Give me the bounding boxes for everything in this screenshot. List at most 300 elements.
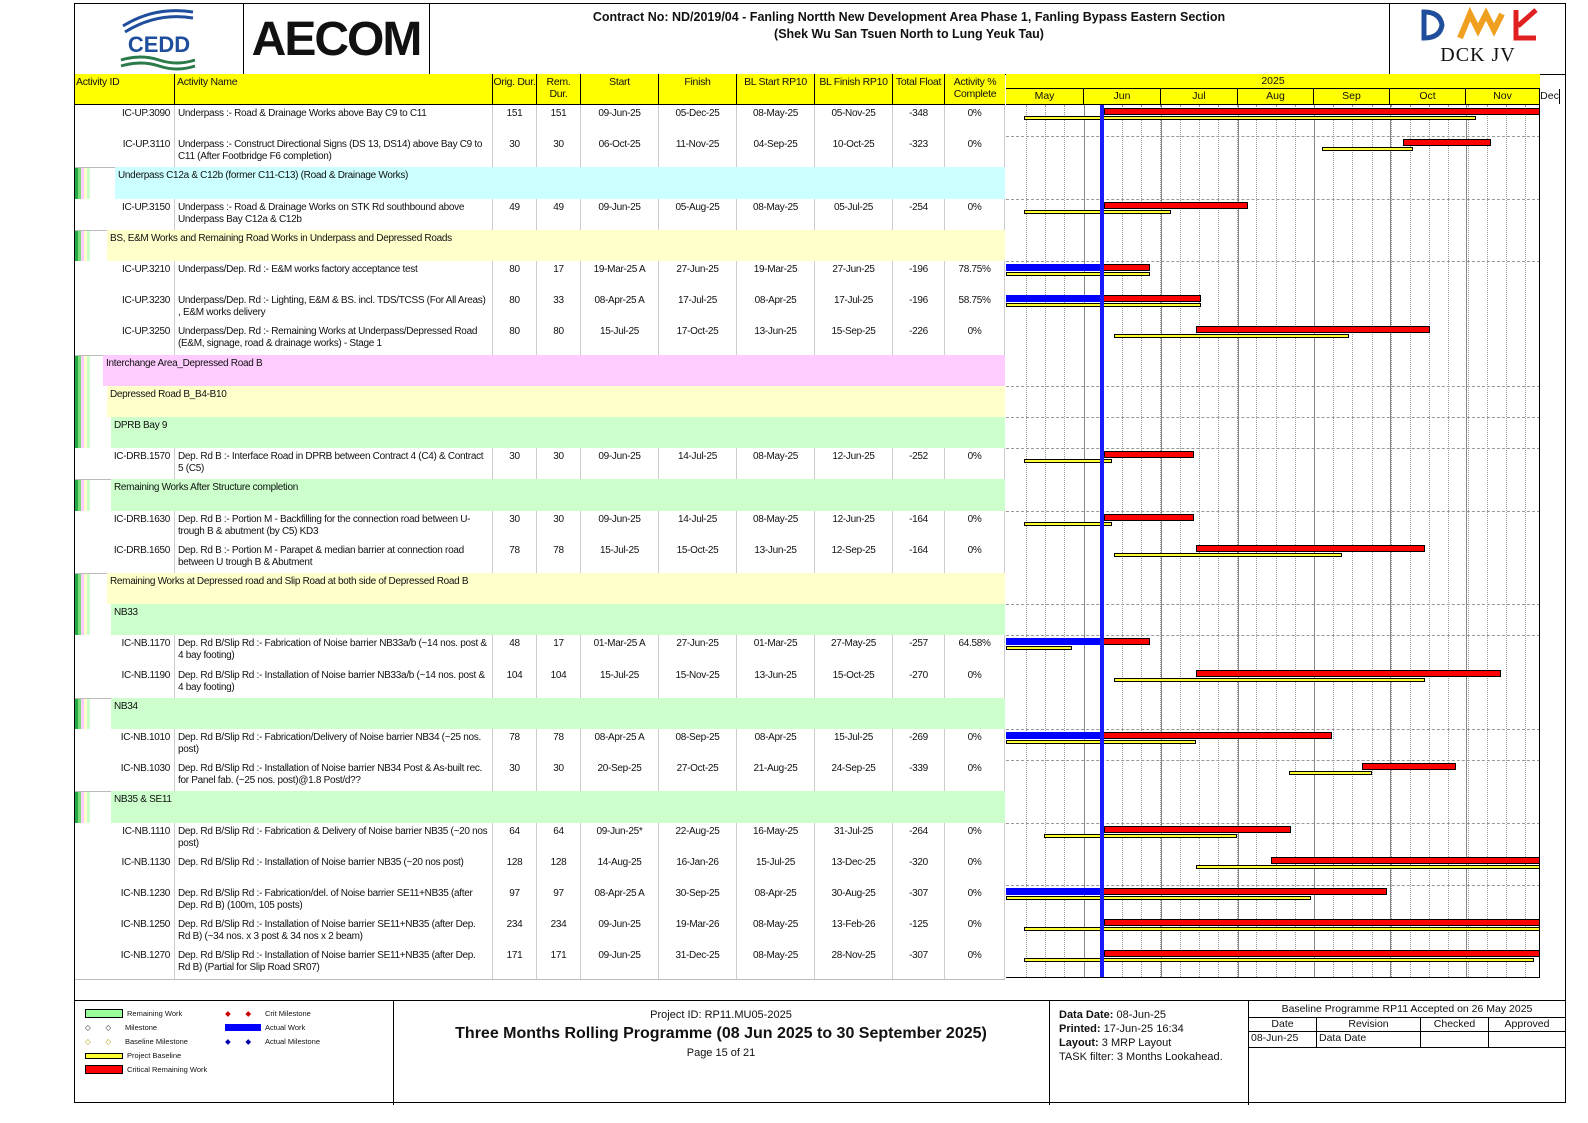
cell-start: 19-Mar-25 A (581, 261, 659, 292)
cell-float: -307 (893, 885, 945, 916)
gantt-row-line (1006, 323, 1540, 324)
month-jun: Jun (1084, 89, 1161, 104)
cell-name: Dep. Rd B/Slip Rd :- Fabrication/Delivery of Noise barrier NB34 (~25 nos. post) (175, 729, 493, 760)
actual-work-bar (1006, 888, 1102, 895)
printed-label: Printed: (1059, 1023, 1101, 1035)
week-gridline (1064, 105, 1065, 977)
cell-float: -348 (893, 105, 945, 136)
programme-title: Three Months Rolling Programme (08 Jun 2025 to 30 September 2025) (455, 1025, 987, 1042)
wbs-label: Interchange Area_Depressed Road B (103, 355, 1005, 386)
gantt-chart (1006, 105, 1540, 978)
baseline-bar (1006, 272, 1150, 276)
cell-orig: 78 (493, 542, 537, 573)
gantt-row-line (1006, 667, 1540, 668)
cell-orig: 48 (493, 635, 537, 666)
activity-row[interactable] (75, 667, 1005, 699)
aecom-logo: AECOM (243, 4, 430, 74)
activity-row[interactable] (75, 854, 1005, 886)
cell-pct: 0% (945, 854, 1005, 885)
col-start: Start (581, 74, 659, 104)
wbs-label: Remaining Works at Depressed road and Slip Road at both side of Depressed Road B (107, 573, 1005, 604)
cell-rem: 17 (537, 261, 581, 292)
month-oct: Oct (1390, 89, 1466, 104)
critical-bar (1104, 826, 1291, 833)
cell-blf: 24-Sep-25 (815, 760, 893, 791)
cell-bls: 08-May-25 (737, 199, 815, 230)
cell-finish: 17-Oct-25 (659, 323, 737, 354)
cell-rem: 171 (537, 947, 581, 978)
cell-bls: 13-Jun-25 (737, 323, 815, 354)
cell-pct: 0% (945, 511, 1005, 542)
legend-critical: Critical Remaining Work (85, 1065, 207, 1074)
cell-finish: 27-Jun-25 (659, 261, 737, 292)
gantt-row-line (1006, 947, 1540, 948)
activity-row[interactable] (75, 136, 1005, 168)
cell-orig: 80 (493, 323, 537, 354)
cell-bls: 08-May-25 (737, 448, 815, 479)
cell-bls: 08-Apr-25 (737, 729, 815, 760)
activity-row[interactable] (75, 916, 1005, 948)
cell-pct: 0% (945, 542, 1005, 573)
wbs-label: NB33 (111, 604, 1005, 635)
cell-pct: 0% (945, 916, 1005, 947)
cell-orig: 234 (493, 916, 537, 947)
cell-pct: 0% (945, 729, 1005, 760)
gantt-row-line (1006, 511, 1540, 512)
col-bl-start: BL Start RP10 (737, 74, 815, 104)
critical-bar (1104, 950, 1540, 957)
week-gridline (1045, 105, 1046, 977)
activity-row[interactable] (75, 760, 1005, 792)
gantt-row-line (1006, 760, 1540, 761)
cell-start: 15-Jul-25 (581, 667, 659, 698)
wbs-band (75, 417, 1005, 448)
cell-float: -164 (893, 542, 945, 573)
cell-id: IC-NB.1110 (103, 823, 175, 854)
rev-header-date: Date (1249, 1018, 1317, 1032)
cell-orig: 64 (493, 823, 537, 854)
baseline-bar (1114, 553, 1341, 557)
cell-start: 09-Jun-25 (581, 511, 659, 542)
critical-bar (1104, 202, 1248, 209)
cell-float: -320 (893, 854, 945, 885)
task-filter: TASK filter: 3 Months Lookahead. (1059, 1051, 1223, 1063)
cell-rem: 30 (537, 136, 581, 167)
cell-id: IC-NB.1250 (103, 916, 175, 947)
cell-id: IC-NB.1190 (103, 667, 175, 698)
week-gridline (1506, 105, 1507, 977)
gantt-row-line (1006, 448, 1540, 449)
cell-id: IC-UP.3250 (103, 323, 175, 354)
wbs-band (75, 386, 1005, 417)
cell-rem: 64 (537, 823, 581, 854)
gantt-row-line (1006, 136, 1540, 137)
gantt-row-line (1006, 604, 1540, 605)
cell-name: Dep. Rd B/Slip Rd :- Installation of Noise barrier NB33a/b (~14 nos. post & 4 bay footing) (175, 667, 493, 698)
revision-table (1249, 1001, 1565, 1105)
activity-row[interactable] (75, 729, 1005, 761)
cell-id: IC-UP.3210 (103, 261, 175, 292)
col-rem-dur: Rem. Dur. (537, 74, 581, 104)
critical-bar (1102, 732, 1332, 739)
cell-rem: 104 (537, 667, 581, 698)
cedd-logo-text: CEDD (127, 32, 191, 57)
cell-id: IC-NB.1030 (103, 760, 175, 791)
cell-id: IC-UP.3150 (103, 199, 175, 230)
cell-rem: 49 (537, 199, 581, 230)
critical-bar (1102, 888, 1388, 895)
activity-row[interactable] (75, 105, 1005, 137)
cell-bls: 08-Apr-25 (737, 885, 815, 916)
week-gridline (1122, 105, 1123, 977)
month-gridline (1466, 105, 1467, 977)
cell-pct: 0% (945, 199, 1005, 230)
wbs-label: Underpass C12a & C12b (former C11-C13) (Road & Drainage Works) (115, 167, 1005, 198)
wbs-label: Depressed Road B_B4-B10 (107, 386, 1005, 417)
activity-row[interactable] (75, 292, 1005, 324)
cell-finish: 16-Jan-26 (659, 854, 737, 885)
rev-header-checked: Checked (1421, 1018, 1489, 1032)
cell-id: IC-UP.3230 (103, 292, 175, 323)
rev-revision: Data Date (1317, 1032, 1421, 1048)
cell-pct: 0% (945, 448, 1005, 479)
week-gridline (1352, 105, 1353, 977)
gantt-row-line (1006, 885, 1540, 886)
cell-finish: 08-Sep-25 (659, 729, 737, 760)
gantt-row-line (1006, 167, 1540, 168)
actual-work-bar (1006, 732, 1102, 739)
gantt-row-line (1006, 386, 1540, 387)
cell-id: IC-DRB.1570 (103, 448, 175, 479)
week-gridline (1218, 105, 1219, 977)
cell-start: 08-Apr-25 A (581, 885, 659, 916)
cell-id: IC-NB.1270 (103, 947, 175, 978)
baseline-bar (1114, 678, 1425, 682)
page-number: Page 15 of 21 (686, 1047, 756, 1059)
cell-blf: 12-Jun-25 (815, 511, 893, 542)
critical-bar (1104, 514, 1194, 521)
cell-rem: 30 (537, 511, 581, 542)
cell-orig: 151 (493, 105, 537, 136)
critical-bar (1104, 919, 1540, 926)
activity-row[interactable] (75, 635, 1005, 667)
contract-line-2: (Shek Wu San Tsuen North to Lung Yeuk Tau) (774, 27, 1044, 41)
gantt-row-line (1006, 823, 1540, 824)
wbs-band (75, 698, 1005, 729)
cell-float: -323 (893, 136, 945, 167)
cell-finish: 17-Jul-25 (659, 292, 737, 323)
cell-bls: 16-May-25 (737, 823, 815, 854)
cell-pct: 0% (945, 885, 1005, 916)
cell-orig: 30 (493, 760, 537, 791)
week-gridline (1276, 105, 1277, 977)
cell-orig: 30 (493, 448, 537, 479)
activity-row[interactable] (75, 199, 1005, 231)
cell-orig: 97 (493, 885, 537, 916)
col-orig-dur: Orig. Dur. (493, 74, 537, 104)
rev-header-approved: Approved (1489, 1018, 1565, 1032)
cell-bls: 13-Jun-25 (737, 542, 815, 573)
activity-row[interactable] (75, 261, 1005, 293)
activity-row[interactable] (75, 542, 1005, 574)
legend (75, 1001, 394, 1105)
cell-bls: 15-Jul-25 (737, 854, 815, 885)
cell-rem: 78 (537, 542, 581, 573)
cell-start: 01-Mar-25 A (581, 635, 659, 666)
cell-name: Dep. Rd B/Slip Rd :- Installation of Noise barrier SE11+NB35 (after Dep. Rd B) (~34 nos. x 3 post & 34 nos x 2 beam) (175, 916, 493, 947)
activity-row[interactable] (75, 823, 1005, 855)
baseline-note: Baseline Programme RP11 Accepted on 26 May 2025 (1249, 1003, 1565, 1018)
gantt-row-line (1006, 573, 1540, 574)
month-nov: Nov (1466, 89, 1540, 104)
wbs-band (75, 167, 1005, 198)
cell-start: 09-Jun-25* (581, 823, 659, 854)
col-total-float: Total Float (893, 74, 945, 104)
critical-bar (1362, 763, 1456, 770)
cell-id: IC-NB.1230 (103, 885, 175, 916)
cell-start: 08-Apr-25 A (581, 729, 659, 760)
rev-approved (1489, 1032, 1565, 1048)
layout-value: 3 MRP Layout (1101, 1037, 1172, 1049)
month-jul: Jul (1161, 89, 1238, 104)
critical-bar (1102, 295, 1202, 302)
cell-float: -339 (893, 760, 945, 791)
cell-rem: 97 (537, 885, 581, 916)
cell-blf: 31-Jul-25 (815, 823, 893, 854)
cell-pct: 0% (945, 105, 1005, 136)
cell-rem: 151 (537, 105, 581, 136)
cell-name: Underpass/Dep. Rd :- Lighting, E&M & BS. incl. TDS/TCSS (For All Areas) , E&M works delivery (175, 292, 493, 323)
cell-finish: 31-Dec-25 (659, 947, 737, 978)
critical-bar (1102, 638, 1150, 645)
cell-pct: 58.75% (945, 292, 1005, 323)
week-gridline (1026, 105, 1027, 977)
gantt-row-line (1006, 542, 1540, 543)
actual-work-bar (1006, 295, 1102, 302)
critical-bar (1403, 139, 1492, 146)
cell-float: -269 (893, 729, 945, 760)
baseline-bar (1114, 334, 1349, 338)
wbs-label: NB35 & SE11 (111, 791, 1005, 822)
gantt-row-line (1006, 479, 1540, 480)
rev-checked (1421, 1032, 1489, 1048)
cell-float: -264 (893, 823, 945, 854)
cell-blf: 05-Nov-25 (815, 105, 893, 136)
wbs-band (75, 479, 1005, 510)
cell-name: Underpass :- Construct Directional Signs (DS 13, DS14) above Bay C9 to C11 (After Footbridge F6 completion) (175, 136, 493, 167)
cell-finish: 27-Jun-25 (659, 635, 737, 666)
cell-blf: 13-Feb-26 (815, 916, 893, 947)
week-gridline (1487, 105, 1488, 977)
cell-start: 09-Jun-25 (581, 448, 659, 479)
cell-blf: 13-Dec-25 (815, 854, 893, 885)
cell-pct: 0% (945, 136, 1005, 167)
gantt-row-line (1006, 261, 1540, 262)
cell-start: 09-Jun-25 (581, 947, 659, 978)
page-header (75, 4, 1565, 75)
wbs-band (75, 573, 1005, 604)
timeline-header (1006, 74, 1559, 105)
critical-bar (1104, 451, 1194, 458)
dck-logo-text: DCK JV (1440, 44, 1516, 66)
critical-bar (1104, 108, 1540, 115)
activity-row[interactable] (75, 947, 1005, 979)
cell-id: IC-UP.3090 (103, 105, 175, 136)
activity-row[interactable] (75, 885, 1005, 917)
week-gridline (1525, 105, 1526, 977)
gantt-row-line (1006, 698, 1540, 699)
week-gridline (1141, 105, 1142, 977)
cell-start: 08-Apr-25 A (581, 292, 659, 323)
baseline-bar (1196, 865, 1540, 869)
gantt-row-line (1006, 729, 1540, 730)
wbs-band (75, 604, 1005, 635)
wbs-label: Remaining Works After Structure completion (111, 479, 1005, 510)
rev-header-revision: Revision (1317, 1018, 1421, 1032)
col-bl-finish: BL Finish RP10 (815, 74, 893, 104)
baseline-bar (1024, 116, 1476, 120)
cell-name: Dep. Rd B :- Portion M - Parapet & median barrier at connection road between U trough B & Abutment (175, 542, 493, 573)
cell-orig: 78 (493, 729, 537, 760)
cell-rem: 80 (537, 323, 581, 354)
month-gridline (1161, 105, 1162, 977)
cell-orig: 80 (493, 292, 537, 323)
gantt-row-line (1006, 791, 1540, 792)
cell-float: -252 (893, 448, 945, 479)
cell-float: -254 (893, 199, 945, 230)
activity-row[interactable] (75, 511, 1005, 543)
cell-finish: 14-Jul-25 (659, 511, 737, 542)
cell-float: -164 (893, 511, 945, 542)
cell-name: Dep. Rd B/Slip Rd :- Fabrication & Delivery of Noise barrier NB35 (~20 nos post) (175, 823, 493, 854)
cell-float: -307 (893, 947, 945, 978)
cell-rem: 78 (537, 729, 581, 760)
cell-float: -257 (893, 635, 945, 666)
month-gridline (1084, 105, 1085, 977)
legend-crit-milestone: ◆ ◆ Crit Milestone (225, 1009, 311, 1018)
week-gridline (1410, 105, 1411, 977)
table-header (75, 74, 1005, 105)
cell-name: Dep. Rd B/Slip Rd :- Fabrication of Noise barrier NB33a/b (~14 nos. post & 4 bay footing) (175, 635, 493, 666)
printed-value: 17-Jun-25 16:34 (1103, 1023, 1184, 1035)
cell-pct: 0% (945, 823, 1005, 854)
cell-name: Underpass :- Road & Drainage Works on STK Rd southbound above Underpass Bay C12a & C12b (175, 199, 493, 230)
col-finish: Finish (659, 74, 737, 104)
cell-orig: 49 (493, 199, 537, 230)
cell-orig: 30 (493, 511, 537, 542)
cell-id: IC-NB.1010 (103, 729, 175, 760)
cell-start: 06-Oct-25 (581, 136, 659, 167)
cell-name: Underpass :- Road & Drainage Works above Bay C9 to C11 (175, 105, 493, 136)
cell-name: Underpass/Dep. Rd :- E&M works factory acceptance test (175, 261, 493, 292)
week-gridline (1199, 105, 1200, 977)
wbs-band (75, 355, 1005, 386)
cell-rem: 128 (537, 854, 581, 885)
month-dec: Dec (1540, 90, 1559, 102)
month-aug: Aug (1238, 89, 1314, 104)
gantt-row-line (1006, 355, 1540, 356)
cell-pct: 0% (945, 667, 1005, 698)
cedd-logo (75, 4, 244, 74)
dck-logo (1389, 4, 1566, 74)
cell-start: 09-Jun-25 (581, 199, 659, 230)
cell-name: Dep. Rd B/Slip Rd :- Installation of Noise barrier SE11+NB35 (after Dep. Rd B) (Partial for Slip Road SR07) (175, 947, 493, 978)
baseline-bar (1024, 459, 1112, 463)
cell-finish: 05-Aug-25 (659, 199, 737, 230)
cell-id: IC-DRB.1650 (103, 542, 175, 573)
critical-bar (1271, 857, 1540, 864)
cell-blf: 28-Nov-25 (815, 947, 893, 978)
col-activity-name: Activity Name (175, 74, 493, 104)
cell-name: Dep. Rd B/Slip Rd :- Fabrication/del. of Noise barrier SE11+NB35 (after Dep. Rd B) (100m, 105 posts) (175, 885, 493, 916)
contract-title (429, 4, 1389, 74)
baseline-bar (1289, 771, 1373, 775)
cell-blf: 15-Sep-25 (815, 323, 893, 354)
cell-name: Underpass/Dep. Rd :- Remaining Works at Underpass/Depressed Road (E&M, signage, road & drainage works) - Stage 1 (175, 323, 493, 354)
cell-bls: 21-Aug-25 (737, 760, 815, 791)
wbs-band (75, 791, 1005, 822)
cell-name: Dep. Rd B :- Portion M - Backfilling for the connection road between U-trough B & abutment (by C5) KD3 (175, 511, 493, 542)
data-date-label: Data Date: (1059, 1009, 1114, 1021)
cell-start: 09-Jun-25 (581, 916, 659, 947)
critical-bar (1196, 545, 1425, 552)
week-gridline (1429, 105, 1430, 977)
week-gridline (1468, 105, 1469, 977)
cell-start: 15-Jul-25 (581, 323, 659, 354)
critical-bar (1196, 670, 1501, 677)
cell-pct: 0% (945, 760, 1005, 791)
cell-bls: 19-Mar-25 (737, 261, 815, 292)
cell-blf: 10-Oct-25 (815, 136, 893, 167)
month-sep: Sep (1314, 89, 1390, 104)
cell-float: -196 (893, 292, 945, 323)
activity-row[interactable] (75, 323, 1005, 355)
actual-work-bar (1006, 264, 1102, 271)
contract-line-1: Contract No: ND/2019/04 - Fanling Nortth New Development Area Phase 1, Fanling Bypass Eastern Section (592, 10, 1226, 24)
cell-bls: 13-Jun-25 (737, 667, 815, 698)
critical-bar (1102, 264, 1150, 271)
cell-float: -125 (893, 916, 945, 947)
week-gridline (1333, 105, 1334, 977)
legend-actual-milestone: ◆ ◆ Actual Milestone (225, 1037, 321, 1046)
gantt-row-line (1006, 417, 1540, 418)
cell-orig: 171 (493, 947, 537, 978)
cell-rem: 234 (537, 916, 581, 947)
baseline-bar (1006, 646, 1072, 650)
timeline-year: 2025 (1006, 74, 1540, 89)
data-date-block (1049, 1001, 1249, 1105)
baseline-bar (1322, 147, 1413, 151)
cell-orig: 80 (493, 261, 537, 292)
cell-id: IC-UP.3110 (103, 136, 175, 167)
gantt-row-line (1006, 854, 1540, 855)
cell-finish: 15-Oct-25 (659, 542, 737, 573)
week-gridline (1372, 105, 1373, 977)
cell-blf: 27-May-25 (815, 635, 893, 666)
cell-finish: 05-Dec-25 (659, 105, 737, 136)
wbs-band (75, 230, 1005, 261)
gantt-row-line (1006, 916, 1540, 917)
cell-finish: 14-Jul-25 (659, 448, 737, 479)
cell-start: 20-Sep-25 (581, 760, 659, 791)
cell-name: Dep. Rd B :- Interface Road in DPRB between Contract 4 (C4) & Contract 5 (C5) (175, 448, 493, 479)
wbs-label: BS, E&M Works and Remaining Road Works in Underpass and Depressed Roads (107, 230, 1005, 261)
activity-row[interactable] (75, 448, 1005, 480)
cell-orig: 30 (493, 136, 537, 167)
col-activity-id: Activity ID (75, 74, 175, 104)
cell-blf: 27-Jun-25 (815, 261, 893, 292)
cell-blf: 12-Jun-25 (815, 448, 893, 479)
